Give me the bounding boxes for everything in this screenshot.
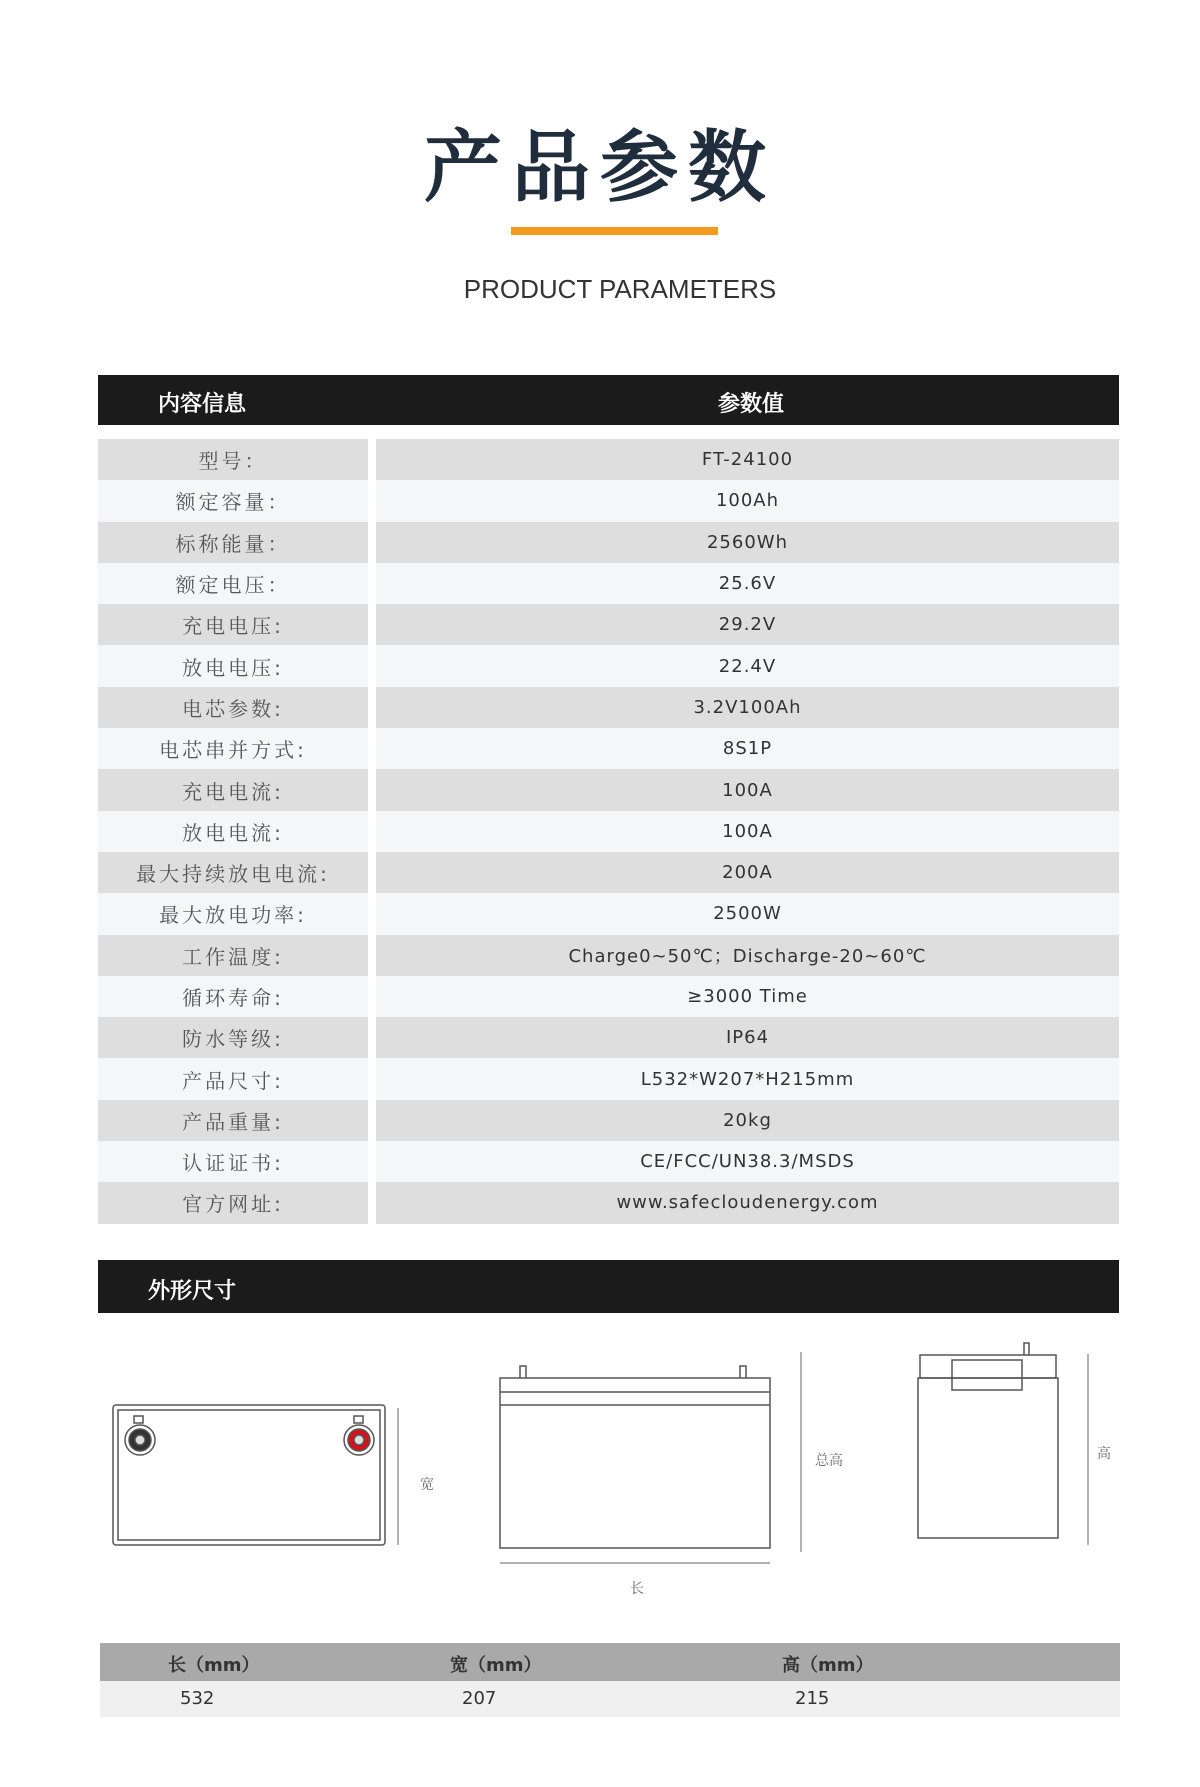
table-row xyxy=(98,687,1119,728)
params-table-header xyxy=(98,375,1119,425)
table-row xyxy=(98,1182,1119,1223)
battery-drawings xyxy=(0,1330,1200,1620)
table-row xyxy=(98,522,1119,563)
param-value: Charge0~50℃；Discharge-20~60℃ xyxy=(376,935,1119,976)
dimensions-table-row xyxy=(100,1681,1120,1717)
param-value: 100A xyxy=(376,769,1119,810)
param-value: 2500W xyxy=(376,893,1119,934)
table-row xyxy=(98,645,1119,686)
param-label: 放电电流: xyxy=(98,811,368,852)
param-label: 电芯串并方式: xyxy=(98,728,368,769)
table-row xyxy=(98,1100,1119,1141)
param-value: CE/FCC/UN38.3/MSDS xyxy=(376,1141,1119,1182)
label-height: 高 xyxy=(1097,1446,1111,1462)
param-value: 100A xyxy=(376,811,1119,852)
table-row xyxy=(98,769,1119,810)
param-value: L532*W207*H215mm xyxy=(376,1058,1119,1099)
table-row xyxy=(98,1017,1119,1058)
param-label: 最大放电功率: xyxy=(98,893,368,934)
table-row xyxy=(98,728,1119,769)
battery-side-view xyxy=(918,1343,1088,1545)
param-value: FT-24100 xyxy=(376,439,1119,480)
label-total-height: 总高 xyxy=(815,1453,843,1469)
table-row xyxy=(98,893,1119,934)
param-value: 8S1P xyxy=(376,728,1119,769)
table-row xyxy=(98,480,1119,521)
param-value: 20kg xyxy=(376,1100,1119,1141)
param-label: 最大持续放电电流: xyxy=(98,852,368,893)
dim-header-height: 高（mm） xyxy=(782,1655,874,1676)
title-underline xyxy=(511,227,718,235)
dim-value-height: 215 xyxy=(795,1688,830,1709)
param-value: IP64 xyxy=(376,1017,1119,1058)
param-label: 标称能量： xyxy=(98,522,368,563)
param-value: ≥3000 Time xyxy=(376,976,1119,1017)
dimensions-table-header xyxy=(100,1643,1120,1681)
battery-top-view xyxy=(113,1405,398,1545)
table-row xyxy=(98,563,1119,604)
param-label: 工作温度: xyxy=(98,935,368,976)
table-row xyxy=(98,976,1119,1017)
param-value: 25.6V xyxy=(376,563,1119,604)
table-row xyxy=(98,604,1119,645)
param-value: 29.2V xyxy=(376,604,1119,645)
battery-front-view xyxy=(500,1352,801,1563)
dimensions-header xyxy=(98,1260,1119,1313)
param-value: 2560Wh xyxy=(376,522,1119,563)
param-label: 额定容量： xyxy=(98,480,368,521)
dim-value-length: 532 xyxy=(180,1688,215,1709)
label-length: 长 xyxy=(630,1581,644,1597)
label-width: 宽 xyxy=(420,1477,434,1493)
dimensions-title: 外形尺寸 xyxy=(148,1279,237,1304)
param-label: 电芯参数: xyxy=(98,687,368,728)
table-row xyxy=(98,439,1119,480)
param-label: 型号： xyxy=(98,439,368,480)
param-label: 产品重量: xyxy=(98,1100,368,1141)
header-content-info: 内容信息 xyxy=(158,392,247,417)
param-label: 充电电流: xyxy=(98,769,368,810)
param-value: 22.4V xyxy=(376,645,1119,686)
param-label: 防水等级: xyxy=(98,1017,368,1058)
param-value: 100Ah xyxy=(376,480,1119,521)
param-value: www.safecloudenergy.com xyxy=(376,1182,1119,1223)
table-row xyxy=(98,811,1119,852)
table-row xyxy=(98,1058,1119,1099)
param-label: 循环寿命: xyxy=(98,976,368,1017)
param-label: 认证证书: xyxy=(98,1141,368,1182)
dim-value-width: 207 xyxy=(462,1688,497,1709)
param-label: 产品尺寸: xyxy=(98,1058,368,1099)
param-value: 3.2V100Ah xyxy=(376,687,1119,728)
page-subtitle: PRODUCT PARAMETERS xyxy=(463,274,777,304)
page-title: 产品参数 xyxy=(423,123,776,213)
param-value: 200A xyxy=(376,852,1119,893)
param-label: 官方网址: xyxy=(98,1182,368,1223)
dim-header-width: 宽（mm） xyxy=(450,1655,542,1676)
table-row xyxy=(98,852,1119,893)
header-param-value: 参数值 xyxy=(718,392,785,417)
param-label: 充电电压: xyxy=(98,604,368,645)
table-row xyxy=(98,935,1119,976)
param-label: 放电电压: xyxy=(98,645,368,686)
dim-header-length: 长（mm） xyxy=(168,1655,260,1676)
params-table xyxy=(98,439,1119,1224)
table-row xyxy=(98,1141,1119,1182)
param-label: 额定电压： xyxy=(98,563,368,604)
